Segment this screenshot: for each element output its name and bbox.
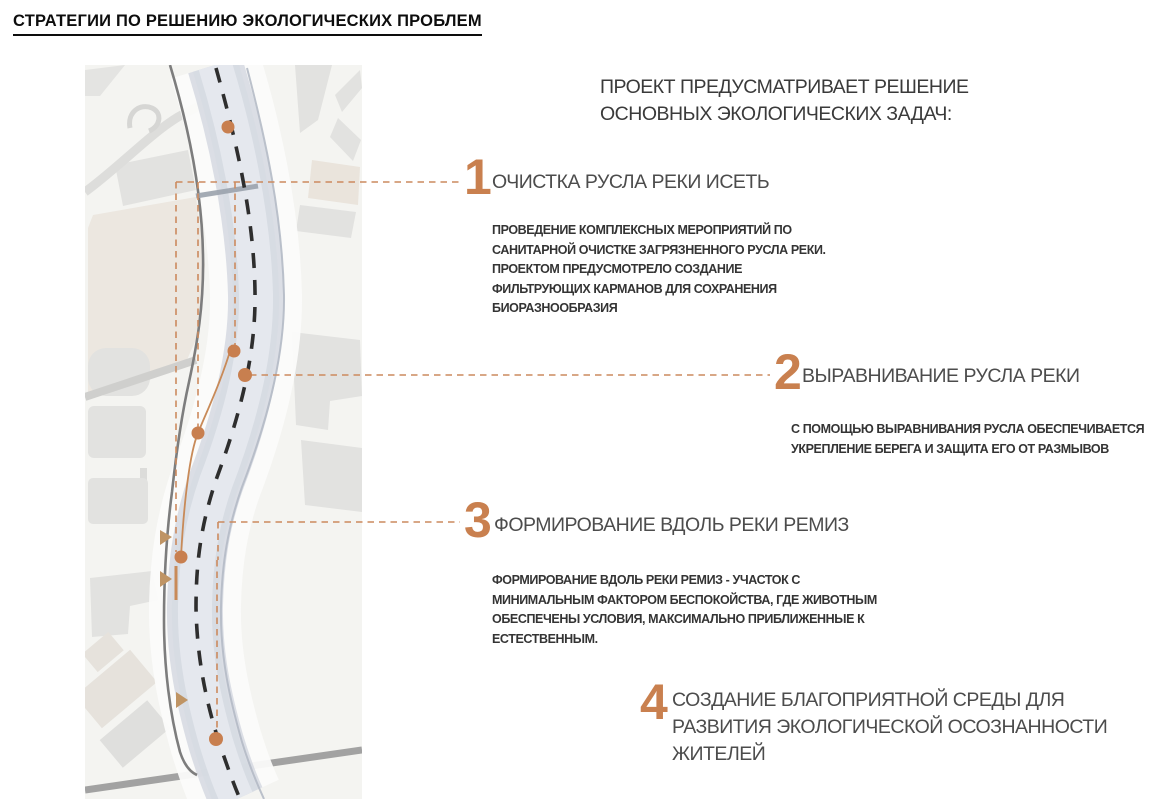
map-marker: [238, 368, 252, 382]
intro-text: ПРОЕКТ ПРЕДУСМАТРИВАЕТ РЕШЕНИЕ ОСНОВНЫХ ЭКОЛОГИЧЕСКИХ ЗАДАЧ:: [600, 76, 969, 125]
map-marker: [228, 345, 241, 358]
item-1-title: ОЧИСТКА РУСЛА РЕКИ ИСЕТЬ: [492, 171, 770, 193]
map-marker: [222, 121, 235, 134]
item-3-description: ФОРМИРОВАНИЕ ВДОЛЬ РЕКИ РЕМИЗ - УЧАСТОК С МИНИМАЛЬНЫМ ФАКТОРОМ БЕСПОКОЙСТВА, ГДЕ ЖИВОТНЫМ ОБЕСПЕЧЕНЫ УСЛОВИЯ, МАКСИМАЛЬНО ПРИБЛИЖЕННЫЕ К ЕСТЕСТВЕННЫМ.: [492, 573, 877, 646]
map-marker: [192, 427, 205, 440]
item-1-description: ПРОВЕДЕНИЕ КОМПЛЕКСНЫХ МЕРОПРИЯТИЙ ПО САНИТАРНОЙ ОЧИСТКЕ ЗАГРЯЗНЕННОГО РУСЛА РЕКИ. ПРОЕКТОМ ПРЕДУСМОТРЕЛО СОЗДАНИЕ ФИЛЬТРУЮЩИХ КАРМАНОВ ДЛЯ СОХРАНЕНИЯ БИОРАЗНООБРАЗИЯ: [492, 223, 826, 315]
item-2-number: 2: [774, 344, 801, 400]
item-4-title: СОЗДАНИЕ БЛАГОПРИЯТНОЙ СРЕДЫ ДЛЯ РАЗВИТИЯ ЭКОЛОГИЧЕСКОЙ ОСОЗНАННОСТИ ЖИТЕЛЕЙ: [672, 689, 1108, 765]
item-1-number: 1: [464, 149, 491, 205]
item-3-number: 3: [464, 492, 491, 548]
map-marker: [209, 732, 223, 746]
page-title: СТРАТЕГИИ ПО РЕШЕНИЮ ЭКОЛОГИЧЕСКИХ ПРОБЛЕМ: [13, 12, 482, 36]
item-3-title: ФОРМИРОВАНИЕ ВДОЛЬ РЕКИ РЕМИЗ: [494, 514, 849, 536]
map-marker: [175, 551, 188, 564]
item-2-title: ВЫРАВНИВАНИЕ РУСЛА РЕКИ: [802, 365, 1080, 387]
item-4-number: 4: [640, 674, 667, 730]
item-2-description: С ПОМОЩЬЮ ВЫРАВНИВАНИЯ РУСЛА ОБЕСПЕЧИВАЕТСЯ УКРЕПЛЕНИЕ БЕРЕГА И ЗАЩИТА ЕГО ОТ РАЗМЫВОВ: [791, 422, 1145, 456]
